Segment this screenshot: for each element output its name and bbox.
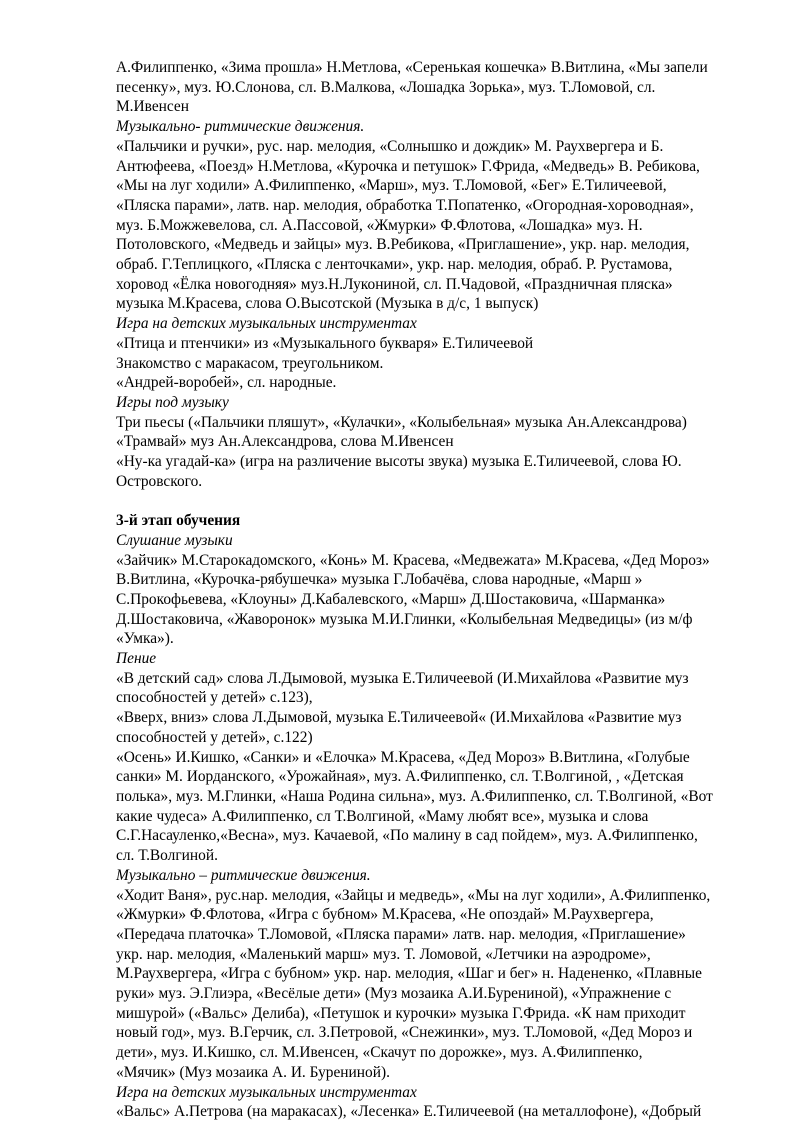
subsection-heading [116, 1083, 746, 1103]
subsection-heading [116, 649, 746, 669]
text-line: обраб. Г.Теплицкого, «Пляска с ленточками», укр. нар. мелодия, обраб. Р. Рустамова, [116, 256, 673, 274]
text-line: способностей у детей» с.123), [116, 689, 313, 707]
text-line: 3-й этап обучения [116, 512, 241, 530]
text-line: «Ну-ка угадай-ка» (игра на различение высоты звука) музыка Е.Тиличеевой, слова Ю. [116, 453, 682, 471]
text-line: «Жмурки» Ф.Флотова, «Игра с бубном» М.Красева, «Не опоздай» М.Раухвергера, [116, 906, 654, 924]
text-line: муз. Б.Можжевелова, сл. А.Пассовой, «Жмурки» Ф.Флотова, «Лошадка» муз. Н. [116, 216, 643, 234]
body-paragraph [116, 334, 746, 393]
text-line: «Мы на луг ходили» А.Филиппенко, «Марш», муз. Т.Ломовой, «Бег» Е.Тиличеевой, [116, 177, 667, 195]
text-line: мишурой» («Вальс» Делиба), «Петушок и курочки» музыка Г.Фрида. «К нам приходит [116, 1004, 686, 1022]
text-line: В.Витлина, «Курочка-рябушечка» музыка Г.Лобачёва, слова народные, «Марш » [116, 571, 643, 589]
text-line: М.Ивенсен [116, 98, 189, 116]
text-line: Пение [116, 650, 157, 668]
text-line: «Пляска парами», латв. нар. мелодия, обработка Т.Попатенко, «Огородная-хороводная», [116, 196, 694, 214]
text-line: «Пальчики и ручки», рус. нар. мелодия, «Солнышко и дождик» М. Раухвергера и Б. [116, 137, 664, 155]
body-paragraph [116, 137, 746, 314]
text-line: «Ходит Ваня», рус.нар. мелодия, «Зайцы и медведь», «Мы на луг ходили», А.Филиппенко, [116, 886, 711, 904]
text-line: сл. Т.Волгиной. [116, 847, 218, 865]
text-line: «Трамвай» муз Ан.Александрова, слова М.Ивенсен [116, 433, 454, 451]
body-paragraph [116, 1102, 746, 1122]
text-line: «Птица и птенчики» из «Музыкального букваря» Е.Тиличеевой [116, 334, 534, 352]
text-line: «Вальс» А.Петрова (на маракасах), «Лесенка» Е.Тиличеевой (на металлофоне), «Добрый [116, 1103, 702, 1121]
text-line: «Вверх, вниз» слова Л.Дымовой, музыка Е.Тиличеевой« (И.Михайлова «Развитие муз [116, 709, 682, 727]
text-line: Игра на детских музыкальных инструментах [116, 1083, 417, 1101]
text-line: Музыкально – ритмические движения. [116, 866, 371, 884]
text-line: музыка М.Красева, слова О.Высотской (Музыка в д/с, 1 выпуск) [116, 295, 539, 313]
text-line: «Осень» И.Кишко, «Санки» и «Елочка» М.Красева, «Дед Мороз» В.Витлина, «Голубые [116, 748, 690, 766]
body-paragraph [116, 413, 746, 492]
text-line: руки» муз. Э.Глиэра, «Весёлые дети» (Муз мозаика А.И.Бурениной), «Упражнение с [116, 985, 672, 1003]
text-line: Д.Шостаковича, «Жаворонок» музыка М.И.Глинки, «Колыбельная Медведицы» (из м/ф [116, 610, 693, 628]
document-page [116, 58, 746, 1122]
subsection-heading [116, 393, 746, 413]
text-line: Островского. [116, 472, 203, 490]
subsection-heading [116, 117, 746, 137]
text-line: «Мячик» (Муз мозаика А. И. Бурениной). [116, 1063, 390, 1081]
text-line: «Зайчик» М.Старокадомского, «Конь» М. Красева, «Медвежата» М.Красева, «Дед Мороз» [116, 551, 710, 569]
text-line: полька», муз. М.Глинки, «Наша Родина сильна», муз. А.Филиппенко, сл. Т.Волгиной, «Вот [116, 788, 713, 805]
text-line: песенку», муз. Ю.Слонова, сл. В.Малкова, «Лошадка Зорька», муз. Т.Ломовой, сл. [116, 78, 656, 96]
subsection-heading [116, 531, 746, 551]
text-line: Три пьесы («Пальчики пляшут», «Кулачки», «Колыбельная» музыка Ан.Александрова) [116, 413, 687, 431]
text-line: Игра на детских музыкальных инструментах [116, 315, 417, 333]
text-line: новый год», муз. В.Герчик, сл. З.Петровой, «Снежинки», муз. Т.Ломовой, «Дед Мороз и [116, 1024, 693, 1042]
text-line: укр. нар. мелодия, «Маленький марш» муз. Т. Ломовой, «Летчики на аэродроме», [116, 945, 651, 963]
text-line: «Андрей-воробей», сл. народные. [116, 374, 337, 392]
body-paragraph [116, 886, 746, 1083]
text-line: «Передача платочка» Т.Ломовой, «Пляска парами» латв. нар. мелодия, «Приглашение» [116, 925, 686, 943]
body-paragraph [116, 58, 746, 117]
text-line: Слушание музыки [116, 531, 233, 549]
text-line: А.Филиппенко, «Зима прошла» Н.Метлова, «Серенькая кошечка» В.Витлина, «Мы запели [116, 59, 708, 76]
text-line: дети», муз. И.Кишко, сл. М.Ивенсен, «Скачут по дорожке», муз. А.Филиппенко, [116, 1044, 643, 1062]
text-line: санки» М. Иорданского, «Урожайная», муз. А.Филиппенко, сл. Т.Волгиной, , «Детская [116, 768, 684, 786]
text-line: хоровод «Ёлка новогодняя» муз.Н.Лукониной, сл. П.Чадовой, «Праздничная пляска» [116, 275, 673, 293]
subsection-heading [116, 866, 746, 886]
text-line: «В детский сад» слова Л.Дымовой, музыка Е.Тиличеевой (И.Михайлова «Развитие муз [116, 669, 689, 687]
text-line: Потоловского, «Медведь и зайцы» муз. В.Ребикова, «Приглашение», укр. нар. мелодия, [116, 236, 690, 254]
text-line: «Умка»). [116, 630, 174, 648]
text-line: какие чудеса» А.Филиппенко, сл Т.Волгиной, «Маму любят все», музыка и слова [116, 807, 649, 825]
text-line: Музыкально- ритмические движения. [116, 118, 365, 136]
body-paragraph [116, 551, 746, 650]
text-line: способностей у детей», с.122) [116, 728, 313, 746]
text-line: Антюфеева, «Поезд» Н.Метлова, «Курочка и петушок» Г.Фрида, «Медведь» В. Ребикова, [116, 157, 700, 175]
subsection-heading [116, 314, 746, 334]
body-paragraph [116, 669, 746, 866]
text-line: Знакомство с маракасом, треугольником. [116, 354, 384, 372]
text-line: Игры под музыку [116, 393, 229, 411]
text-line: М.Раухвергера, «Игра с бубном» укр. нар. мелодия, «Шаг и бег» н. Надененко, «Плавные [116, 965, 702, 983]
text-line: С.Прокофьевева, «Клоуны» Д.Кабалевского, «Марш» Д.Шостаковича, «Шарманка» [116, 590, 666, 608]
section-heading [116, 511, 746, 531]
text-line: С.Г.Насауленко,«Весна», муз. Качаевой, «По малину в сад пойдем», муз. А.Филиппенко, [116, 827, 698, 845]
blank-line [116, 491, 746, 511]
